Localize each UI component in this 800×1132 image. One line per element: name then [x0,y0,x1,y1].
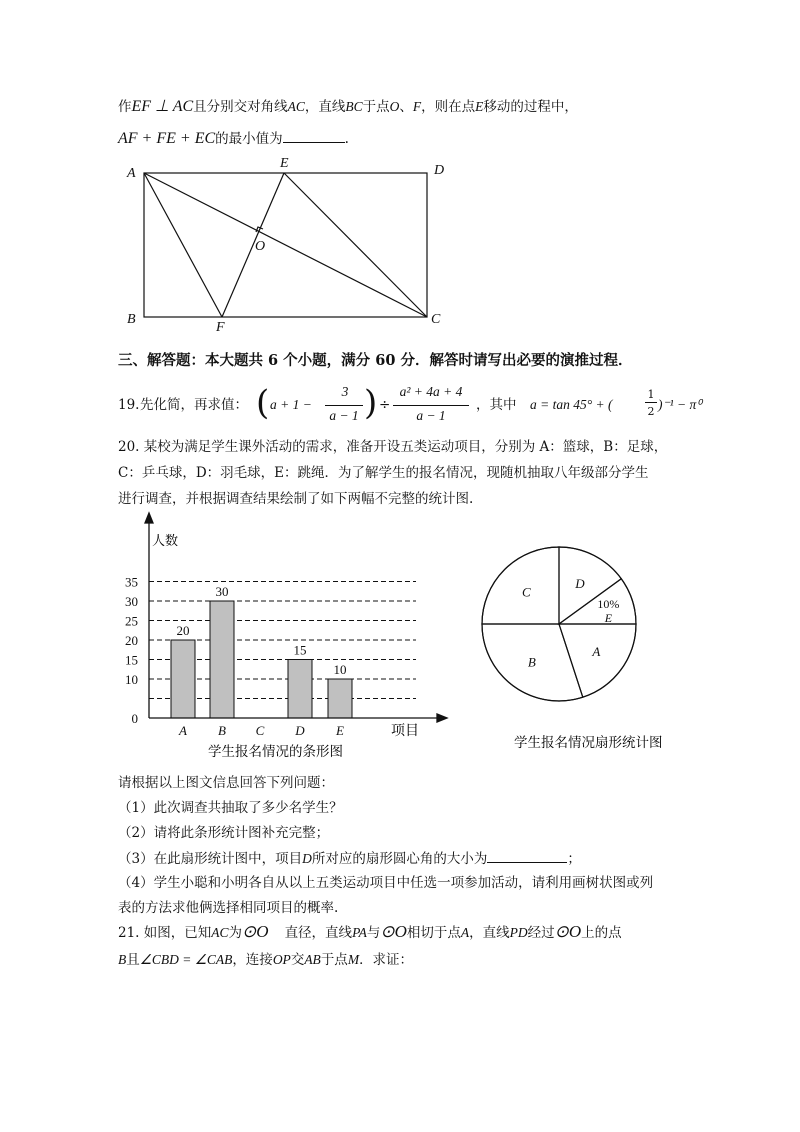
x-tick-label: A [179,723,187,738]
label-f: F [216,320,225,335]
right-paren: ) [364,383,378,423]
section-3-heading: 三、解答题：本大题共 6 个小题，满分 60 分．解答时请写出必要的演推过程． [118,352,633,369]
y-tick-label: 35 [125,574,138,590]
q20-sub-4a: （4）学生小聪和小明各自从以上五类运动项目中任选一项参加活动，请利用画树状图或列 [118,875,654,891]
pie-label-b [528,654,536,669]
q20-line-3: 进行调查，并根据调查结果绘制了如下两幅不完整的统计图. [118,491,474,507]
q20-intro: 请根据以上图文信息回答下列问题： [118,775,334,791]
q20-sub-4b: 表的方法求他俩选择相同项目的概率. [118,900,339,916]
pie-chart [470,538,680,753]
bar-b [210,601,234,718]
segment-ec [284,173,427,317]
q18-line-1: 作EF ⊥ AC且分别交对角线AC，直线BC于点O、F，则在点E移动的过程中， [118,98,578,115]
bar-chart [118,508,454,763]
pie-category-label: A [592,644,601,660]
x-tick-label: D [295,723,305,738]
q20-line-2: C：乒乓球，D：羽毛球，E：跳绳．为了解学生的报名情况，现随机抽取八年级部分学生 [118,465,649,481]
pie-slice-c [482,547,559,624]
bar-data-label: 20 [176,623,190,638]
pie-label-e [597,597,619,625]
segment-fe [222,173,284,317]
q20-sub-2: （2）请将此条形统计图补充完整； [118,825,330,841]
bar-data-label: 10 [333,662,347,677]
label-o: O [255,239,266,254]
y-axis-title: 人数 [152,533,179,548]
y-axis-arrow [145,513,153,523]
sum-expression: AF + FE + EC [118,130,216,147]
answer-blank [487,848,567,863]
q18-line-2: AF + FE + EC的最小值为 . [118,130,349,147]
x-tick-label: E [336,723,344,738]
pie-slices [482,547,636,701]
q20-line-1: 20. 某校为满足学生课外活动的需求，准备开设五类运动项目，分别为 A：篮球，B：足球， [118,439,668,455]
bar-a [171,640,195,718]
pie-label-a [591,644,600,659]
label-b: B [127,312,136,327]
pie-label-d [574,576,585,591]
x-tick-label: C [255,723,265,738]
bar-chart-title: 学生报名情况的条形图 [208,744,343,759]
q21-line-2: B且∠CBD = ∠CAB，连接OP交AB于点M．求证： [118,952,414,968]
y-tick-label: 10 [125,672,138,687]
bar-d [288,660,312,719]
diagonal-ac [144,173,427,317]
label-e: E [280,156,289,171]
pie-chart-title: 学生报名情况扇形统计图 [514,735,663,750]
angle-equation: ∠CBD = ∠CAB [139,952,233,967]
bar-e [328,679,352,718]
y-tick-label: 15 [125,652,138,668]
pie-category-label: D [575,575,585,591]
pie-category-label: C [521,584,531,600]
label-a: A [127,166,136,181]
pie-label-c [522,584,531,599]
segment-af [144,173,222,317]
label-c: C [431,312,441,327]
label-d: D [434,163,445,178]
pie-percent-label: 10% [597,597,620,612]
x-axis-arrow [437,714,447,722]
y-tick-label: 25 [125,613,138,629]
y-tick-label: 0 [131,711,138,726]
bar-data-label: 30 [215,584,229,599]
q21-line-1: 21. 如图，已知AC为⊙O 直径，直线PA与⊙O相切于点A，直线PD经过⊙O上的点 [118,922,622,941]
q20-sub-1: （1）此次调查共抽取了多少名学生？ [118,800,343,816]
pie-category-label: B [527,654,536,670]
bar-data-labels [177,584,347,677]
pie-category-label: E [604,611,613,626]
q20-sub-3: （3）在此扇形统计图中，项目D所对应的扇形圆心角的大小为 ； [118,848,581,869]
x-tick-label: B [218,723,226,738]
perp-expression: EF ⊥ AC [131,98,194,115]
y-tick-label: 30 [125,594,138,609]
rectangle-figure [118,155,458,335]
answer-blank [283,128,345,143]
x-tick-labels [178,723,344,738]
x-axis-title: 项目 [391,724,419,739]
y-tick-label: 20 [125,633,138,648]
left-paren: ( [256,383,270,423]
pie-labels [522,576,619,670]
y-tick-labels [125,575,138,727]
bar-data-label: 15 [293,642,307,658]
